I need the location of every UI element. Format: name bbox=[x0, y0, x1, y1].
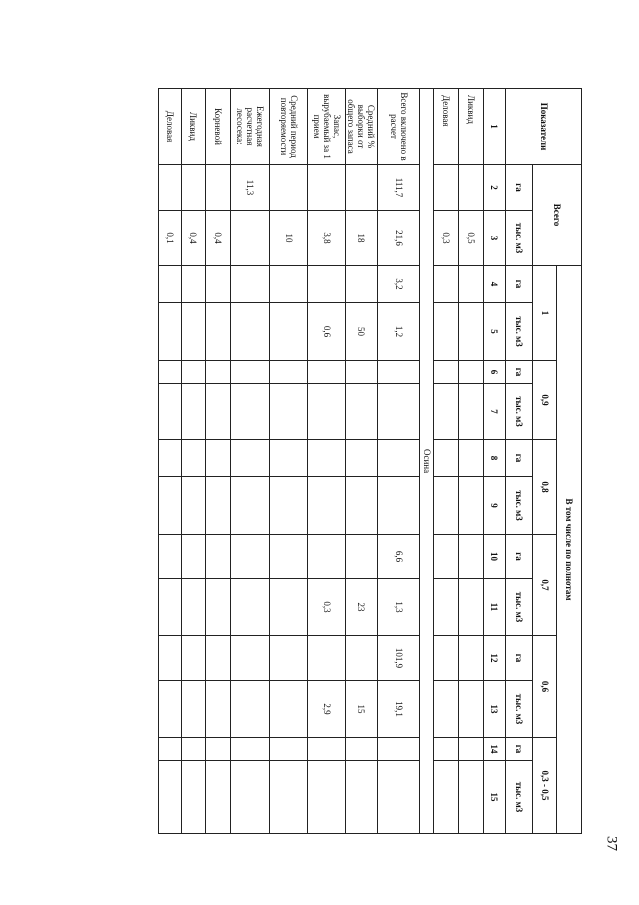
table-cell bbox=[345, 761, 377, 834]
table-cell bbox=[270, 266, 308, 303]
table-cell bbox=[159, 384, 182, 440]
table-cell bbox=[159, 361, 182, 384]
table-cell bbox=[159, 535, 182, 579]
table-cell: 3,8 bbox=[308, 211, 345, 266]
table-cell bbox=[181, 535, 205, 579]
table-cell bbox=[458, 535, 483, 579]
table-cell bbox=[433, 761, 458, 834]
table-cell bbox=[270, 738, 308, 761]
unit-header: тыс. м3 bbox=[506, 579, 533, 636]
density-header: 0,8 bbox=[533, 440, 557, 535]
unit-header: тыс. м3 bbox=[506, 211, 533, 266]
unit-header: тыс. м3 bbox=[506, 681, 533, 738]
table-cell bbox=[458, 266, 483, 303]
table-cell bbox=[308, 535, 345, 579]
table-cell bbox=[181, 681, 205, 738]
table-cell bbox=[181, 738, 205, 761]
table-cell bbox=[230, 535, 269, 579]
column-number: 12 bbox=[483, 636, 506, 681]
table-cell bbox=[458, 636, 483, 681]
table-cell: 0,4 bbox=[181, 211, 205, 266]
table-cell: 2,9 bbox=[308, 681, 345, 738]
page-number: 37 bbox=[603, 836, 620, 851]
table-cell bbox=[205, 761, 230, 834]
table-cell bbox=[159, 579, 182, 636]
density-header: 0,9 bbox=[533, 361, 557, 440]
table-cell bbox=[270, 384, 308, 440]
density-header: 0,3 - 0,5 bbox=[533, 738, 557, 834]
table-cell bbox=[433, 384, 458, 440]
table-cell bbox=[308, 440, 345, 477]
unit-header: га bbox=[506, 361, 533, 384]
table-cell: 23 bbox=[345, 579, 377, 636]
table-cell bbox=[230, 440, 269, 477]
table-cell: 101,9 bbox=[377, 636, 420, 681]
column-number: 6 bbox=[483, 361, 506, 384]
table-cell: 21,6 bbox=[377, 211, 420, 266]
table-cell: 19,1 bbox=[377, 681, 420, 738]
table-cell: 0,1 bbox=[159, 211, 182, 266]
table-cell bbox=[458, 440, 483, 477]
table-cell bbox=[433, 535, 458, 579]
table-cell: 0,5 bbox=[458, 211, 483, 266]
table-cell bbox=[458, 761, 483, 834]
column-number: 8 bbox=[483, 440, 506, 477]
row-label: Запас, вырубаемый за 1 прием bbox=[308, 89, 345, 165]
table-cell bbox=[308, 361, 345, 384]
unit-header: тыс. м3 bbox=[506, 384, 533, 440]
table-cell bbox=[159, 266, 182, 303]
table-cell bbox=[181, 440, 205, 477]
table-cell bbox=[181, 303, 205, 361]
table-cell: 6,6 bbox=[377, 535, 420, 579]
unit-header: тыс. м3 bbox=[506, 477, 533, 535]
table-cell bbox=[345, 636, 377, 681]
column-number: 7 bbox=[483, 384, 506, 440]
table-cell bbox=[458, 579, 483, 636]
table-cell bbox=[433, 440, 458, 477]
column-number-row bbox=[483, 89, 506, 834]
table-cell bbox=[205, 303, 230, 361]
table-cell bbox=[270, 535, 308, 579]
table-cell bbox=[230, 681, 269, 738]
table-cell bbox=[159, 165, 182, 211]
table-cell bbox=[181, 636, 205, 681]
table-cell bbox=[270, 303, 308, 361]
table-cell bbox=[205, 636, 230, 681]
table-cell bbox=[458, 384, 483, 440]
table-row bbox=[270, 89, 308, 834]
table-cell bbox=[345, 266, 377, 303]
table-cell bbox=[308, 266, 345, 303]
table-cell: 11,3 bbox=[230, 165, 269, 211]
table-cell bbox=[205, 361, 230, 384]
table-cell bbox=[159, 636, 182, 681]
table-cell bbox=[433, 165, 458, 211]
row-label: Средний период повторяемости bbox=[270, 89, 308, 165]
column-number: 3 bbox=[483, 211, 506, 266]
table-cell bbox=[159, 477, 182, 535]
table-cell bbox=[159, 681, 182, 738]
table-cell bbox=[230, 738, 269, 761]
allowable-cut-table bbox=[158, 88, 582, 834]
row-label: Ликвид bbox=[181, 89, 205, 165]
rotated-table-container bbox=[158, 88, 582, 833]
table-cell bbox=[230, 579, 269, 636]
table-cell bbox=[270, 636, 308, 681]
table-cell bbox=[181, 761, 205, 834]
row-label: Деловая bbox=[433, 89, 458, 165]
table-cell: 10 bbox=[270, 211, 308, 266]
table-cell bbox=[270, 579, 308, 636]
table-cell bbox=[230, 477, 269, 535]
column-number: 14 bbox=[483, 738, 506, 761]
table-cell bbox=[433, 738, 458, 761]
header-indicator: Показатели bbox=[506, 89, 582, 165]
density-header: 0,7 bbox=[533, 535, 557, 636]
table-cell bbox=[181, 579, 205, 636]
table-cell bbox=[205, 165, 230, 211]
table-cell bbox=[308, 636, 345, 681]
table-row bbox=[205, 89, 230, 834]
column-number: 9 bbox=[483, 477, 506, 535]
table-cell bbox=[270, 440, 308, 477]
table-cell bbox=[308, 738, 345, 761]
table-cell bbox=[230, 636, 269, 681]
table-cell bbox=[458, 165, 483, 211]
table-cell bbox=[230, 761, 269, 834]
table-cell bbox=[345, 535, 377, 579]
table-cell bbox=[433, 579, 458, 636]
density-header: 0,6 bbox=[533, 636, 557, 738]
table-cell bbox=[433, 266, 458, 303]
table-cell bbox=[181, 361, 205, 384]
table-cell bbox=[433, 681, 458, 738]
column-number: 5 bbox=[483, 303, 506, 361]
table-cell bbox=[270, 165, 308, 211]
table-cell bbox=[308, 384, 345, 440]
section-title: Осина bbox=[420, 89, 433, 834]
table-cell: 50 bbox=[345, 303, 377, 361]
table-cell bbox=[270, 761, 308, 834]
table-cell bbox=[230, 303, 269, 361]
table-cell bbox=[205, 579, 230, 636]
table-cell bbox=[458, 681, 483, 738]
table-cell bbox=[433, 477, 458, 535]
column-number: 4 bbox=[483, 266, 506, 303]
unit-header: га bbox=[506, 535, 533, 579]
table-cell bbox=[230, 361, 269, 384]
table-cell bbox=[377, 761, 420, 834]
unit-header: тыс. м3 bbox=[506, 761, 533, 834]
table-cell bbox=[458, 303, 483, 361]
table-row bbox=[433, 89, 458, 834]
table-cell bbox=[458, 361, 483, 384]
table-cell bbox=[181, 477, 205, 535]
table-cell bbox=[433, 636, 458, 681]
row-label: Ежегодная расчетная лесосека: bbox=[230, 89, 269, 165]
table-cell bbox=[159, 440, 182, 477]
row-label: Деловая bbox=[159, 89, 182, 165]
row-label: Корневой bbox=[205, 89, 230, 165]
table-cell bbox=[308, 477, 345, 535]
table-row bbox=[458, 89, 483, 834]
table-cell bbox=[181, 165, 205, 211]
table-cell: 0,3 bbox=[308, 579, 345, 636]
header-total: Всего bbox=[533, 165, 582, 266]
unit-header: га bbox=[506, 738, 533, 761]
table-cell bbox=[181, 384, 205, 440]
table-cell bbox=[377, 477, 420, 535]
row-label: Ликвид bbox=[458, 89, 483, 165]
density-header: 1 bbox=[533, 266, 557, 361]
column-number: 15 bbox=[483, 761, 506, 834]
table-cell bbox=[458, 738, 483, 761]
table-cell bbox=[377, 361, 420, 384]
table-cell bbox=[345, 384, 377, 440]
table-cell bbox=[159, 761, 182, 834]
column-number: 13 bbox=[483, 681, 506, 738]
table-cell: 3,2 bbox=[377, 266, 420, 303]
table-cell bbox=[345, 477, 377, 535]
column-number: 1 bbox=[483, 89, 506, 165]
table-cell bbox=[159, 738, 182, 761]
unit-header: га bbox=[506, 266, 533, 303]
unit-header: га bbox=[506, 636, 533, 681]
table-cell bbox=[270, 477, 308, 535]
table-cell bbox=[159, 303, 182, 361]
table-cell: 1,2 bbox=[377, 303, 420, 361]
table-cell: 15 bbox=[345, 681, 377, 738]
table-cell: 0,3 bbox=[433, 211, 458, 266]
table-cell bbox=[230, 384, 269, 440]
table-cell bbox=[308, 761, 345, 834]
unit-header: га bbox=[506, 440, 533, 477]
table-row bbox=[308, 89, 345, 834]
unit-header: га bbox=[506, 165, 533, 211]
table-row bbox=[345, 89, 377, 834]
column-number: 11 bbox=[483, 579, 506, 636]
table-cell bbox=[205, 477, 230, 535]
table-cell bbox=[230, 211, 269, 266]
column-number: 10 bbox=[483, 535, 506, 579]
table-cell: 111,7 bbox=[377, 165, 420, 211]
table-cell: 0,4 bbox=[205, 211, 230, 266]
table-row bbox=[377, 89, 420, 834]
table-row bbox=[159, 89, 182, 834]
table-cell bbox=[433, 303, 458, 361]
table-cell bbox=[433, 361, 458, 384]
row-label: Всего включено в расчет bbox=[377, 89, 420, 165]
table-cell bbox=[205, 384, 230, 440]
table-cell bbox=[205, 738, 230, 761]
table-row bbox=[230, 89, 269, 834]
table-cell: 18 bbox=[345, 211, 377, 266]
table-cell bbox=[345, 361, 377, 384]
column-number: 2 bbox=[483, 165, 506, 211]
table-cell bbox=[308, 165, 345, 211]
table-row bbox=[181, 89, 205, 834]
row-label: Средний % выборки от общего запаса bbox=[345, 89, 377, 165]
table-cell bbox=[458, 477, 483, 535]
table-cell bbox=[205, 535, 230, 579]
header-by-density: В том числе по полнотам bbox=[557, 266, 582, 834]
table-cell bbox=[377, 384, 420, 440]
table-cell: 0,6 bbox=[308, 303, 345, 361]
table-cell bbox=[377, 738, 420, 761]
table-cell bbox=[345, 165, 377, 211]
table-cell bbox=[181, 266, 205, 303]
table-cell bbox=[377, 440, 420, 477]
table-cell bbox=[345, 440, 377, 477]
table-cell bbox=[205, 440, 230, 477]
table-cell bbox=[230, 266, 269, 303]
table-cell bbox=[270, 361, 308, 384]
table-cell bbox=[205, 266, 230, 303]
table-cell bbox=[270, 681, 308, 738]
table-cell: 1,3 bbox=[377, 579, 420, 636]
table-cell bbox=[205, 681, 230, 738]
table-cell bbox=[345, 738, 377, 761]
unit-header: тыс. м3 bbox=[506, 303, 533, 361]
section-row bbox=[420, 89, 433, 834]
